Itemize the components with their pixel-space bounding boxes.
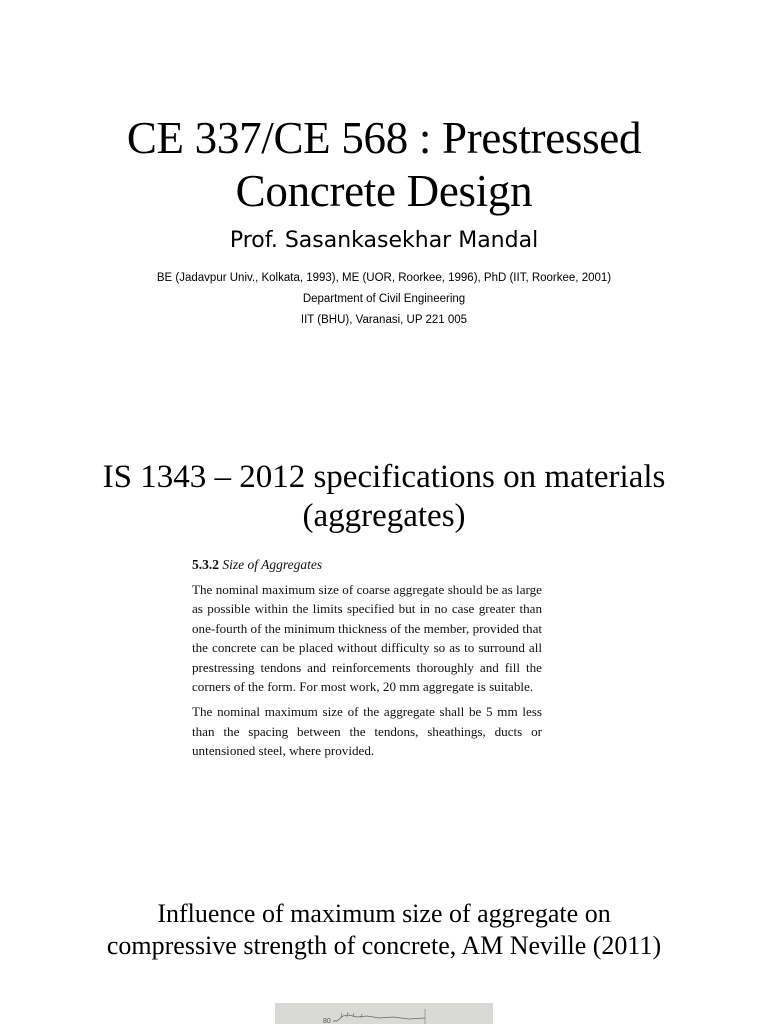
title-line-2: Concrete Design (235, 166, 533, 216)
author-credentials (0, 268, 768, 331)
figure-axis-tick: 80 (323, 1018, 331, 1024)
code-excerpt (192, 555, 542, 767)
slide-title (0, 112, 768, 218)
title-line-1: CE 337/CE 568 : Prestressed (126, 113, 642, 163)
figure-caption-line-1: Influence of maximum size of aggregate on (157, 899, 611, 928)
clause-title: Size of Aggregates (222, 557, 323, 572)
clause-paragraph-2: The nominal maximum size of the aggregate shall be 5 mm less than the spacing between the tendons, sheathings, ducts or untensioned steel, where provided. (192, 704, 542, 759)
figure-image-cropped (275, 1003, 493, 1024)
author-name: Prof. Sasankasekhar Mandal (229, 228, 539, 253)
figure-curve (337, 1015, 425, 1021)
author-department: Department of Civil Engineering (302, 293, 466, 305)
clause-heading (192, 555, 542, 575)
author-institution: IIT (BHU), Varanasi, UP 221 005 (300, 314, 468, 326)
figure-caption (0, 898, 768, 962)
figure-caption-line-2: compressive strength of concrete, AM Neville (2011) (106, 931, 662, 960)
clause-paragraph-1: The nominal maximum size of coarse aggregate should be as large as possible within the limits specified but in no case greater than one-fourth of the minimum thickness of the member, provided that the concrete can be placed without difficulty so as to surround all prestressing tendons and reinforcements thoroughly and fill the corners of the form. For most work, 20 mm aggregate is suitable. (192, 582, 543, 695)
author-degrees: BE (Jadavpur Univ., Kolkata, 1993), ME (UOR, Roorkee, 1996), PhD (IIT, Roorkee, 2001) (156, 272, 612, 284)
figure-graph-fragment (275, 1003, 493, 1024)
section-heading (0, 458, 768, 536)
section-heading-line-1: IS 1343 – 2012 specifications on materials (102, 459, 666, 495)
clause-number: 5.3.2 (192, 557, 219, 572)
section-heading-line-2: (aggregates) (302, 498, 466, 534)
